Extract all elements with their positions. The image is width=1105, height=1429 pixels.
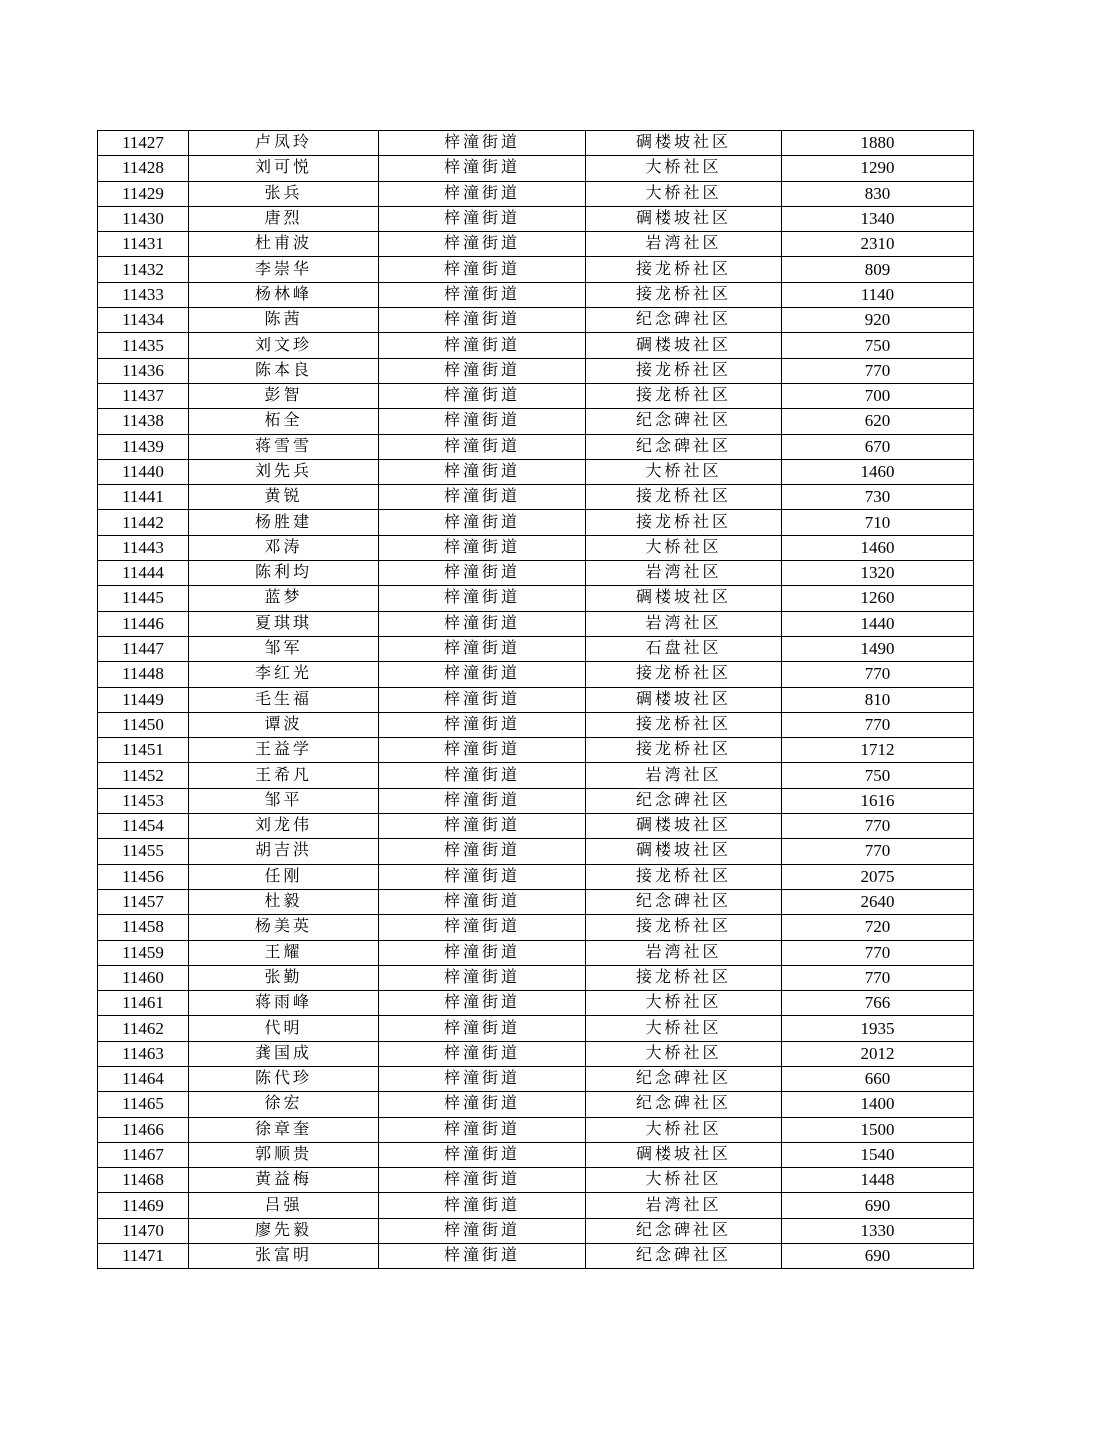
record-id-cell: 11445 [98, 586, 189, 611]
person-name-cell: 胡吉洪 [189, 839, 379, 864]
table-row [98, 1168, 974, 1193]
street-cell: 梓潼街道 [379, 131, 586, 156]
street-cell: 梓潼街道 [379, 1092, 586, 1117]
amount-cell: 770 [782, 662, 974, 687]
community-cell: 大桥社区 [586, 1168, 782, 1193]
table-row [98, 156, 974, 181]
community-cell: 接龙桥社区 [586, 965, 782, 990]
amount-cell: 620 [782, 409, 974, 434]
table-row [98, 1142, 974, 1167]
community-cell: 接龙桥社区 [586, 257, 782, 282]
table-row [98, 1041, 974, 1066]
street-cell: 梓潼街道 [379, 535, 586, 560]
street-cell: 梓潼街道 [379, 814, 586, 839]
community-cell: 碉楼坡社区 [586, 131, 782, 156]
community-cell: 岩湾社区 [586, 561, 782, 586]
record-id-cell: 11444 [98, 561, 189, 586]
record-id-cell: 11434 [98, 308, 189, 333]
amount-cell: 770 [782, 839, 974, 864]
amount-cell: 1880 [782, 131, 974, 156]
record-id-cell: 11429 [98, 181, 189, 206]
street-cell: 梓潼街道 [379, 687, 586, 712]
person-name-cell: 夏琪琪 [189, 611, 379, 636]
person-name-cell: 邓涛 [189, 535, 379, 560]
record-id-cell: 11467 [98, 1142, 189, 1167]
amount-cell: 690 [782, 1244, 974, 1269]
table-row [98, 333, 974, 358]
amount-cell: 750 [782, 763, 974, 788]
community-cell: 纪念碑社区 [586, 308, 782, 333]
record-id-cell: 11466 [98, 1117, 189, 1142]
person-name-cell: 杨胜建 [189, 510, 379, 535]
table-row [98, 1092, 974, 1117]
record-id-cell: 11460 [98, 965, 189, 990]
community-cell: 纪念碑社区 [586, 788, 782, 813]
table-row [98, 535, 974, 560]
community-cell: 纪念碑社区 [586, 409, 782, 434]
table-row [98, 510, 974, 535]
amount-cell: 750 [782, 333, 974, 358]
table-row [98, 915, 974, 940]
amount-cell: 1440 [782, 611, 974, 636]
person-name-cell: 任刚 [189, 864, 379, 889]
community-cell: 大桥社区 [586, 1016, 782, 1041]
record-id-cell: 11454 [98, 814, 189, 839]
table-row [98, 206, 974, 231]
table-row [98, 763, 974, 788]
record-id-cell: 11433 [98, 282, 189, 307]
person-name-cell: 刘可悦 [189, 156, 379, 181]
table-row [98, 257, 974, 282]
table-row [98, 1218, 974, 1243]
community-cell: 接龙桥社区 [586, 864, 782, 889]
table-row [98, 434, 974, 459]
street-cell: 梓潼街道 [379, 662, 586, 687]
record-id-cell: 11457 [98, 889, 189, 914]
records-table [97, 130, 974, 1269]
person-name-cell: 邹军 [189, 636, 379, 661]
table-row [98, 308, 974, 333]
community-cell: 碉楼坡社区 [586, 206, 782, 231]
person-name-cell: 卢凤玲 [189, 131, 379, 156]
street-cell: 梓潼街道 [379, 459, 586, 484]
person-name-cell: 龚国成 [189, 1041, 379, 1066]
person-name-cell: 邹平 [189, 788, 379, 813]
table-row [98, 839, 974, 864]
community-cell: 纪念碑社区 [586, 1218, 782, 1243]
amount-cell: 1290 [782, 156, 974, 181]
record-id-cell: 11430 [98, 206, 189, 231]
amount-cell: 1935 [782, 1016, 974, 1041]
table-row [98, 282, 974, 307]
record-id-cell: 11470 [98, 1218, 189, 1243]
table-row [98, 383, 974, 408]
table-row [98, 459, 974, 484]
street-cell: 梓潼街道 [379, 738, 586, 763]
table-row [98, 940, 974, 965]
community-cell: 碉楼坡社区 [586, 687, 782, 712]
street-cell: 梓潼街道 [379, 839, 586, 864]
amount-cell: 920 [782, 308, 974, 333]
street-cell: 梓潼街道 [379, 586, 586, 611]
community-cell: 碉楼坡社区 [586, 333, 782, 358]
community-cell: 接龙桥社区 [586, 915, 782, 940]
community-cell: 岩湾社区 [586, 763, 782, 788]
community-cell: 接龙桥社区 [586, 282, 782, 307]
amount-cell: 770 [782, 358, 974, 383]
amount-cell: 1460 [782, 535, 974, 560]
community-cell: 大桥社区 [586, 1117, 782, 1142]
street-cell: 梓潼街道 [379, 232, 586, 257]
record-id-cell: 11471 [98, 1244, 189, 1269]
record-id-cell: 11427 [98, 131, 189, 156]
street-cell: 梓潼街道 [379, 991, 586, 1016]
community-cell: 大桥社区 [586, 156, 782, 181]
street-cell: 梓潼街道 [379, 510, 586, 535]
record-id-cell: 11431 [98, 232, 189, 257]
street-cell: 梓潼街道 [379, 611, 586, 636]
amount-cell: 1260 [782, 586, 974, 611]
table-row [98, 586, 974, 611]
records-table-body [98, 131, 974, 1269]
street-cell: 梓潼街道 [379, 1041, 586, 1066]
person-name-cell: 毛生福 [189, 687, 379, 712]
community-cell: 接龙桥社区 [586, 510, 782, 535]
record-id-cell: 11448 [98, 662, 189, 687]
table-row [98, 561, 974, 586]
amount-cell: 1490 [782, 636, 974, 661]
record-id-cell: 11452 [98, 763, 189, 788]
community-cell: 接龙桥社区 [586, 712, 782, 737]
community-cell: 接龙桥社区 [586, 383, 782, 408]
community-cell: 接龙桥社区 [586, 358, 782, 383]
person-name-cell: 杨美英 [189, 915, 379, 940]
record-id-cell: 11428 [98, 156, 189, 181]
street-cell: 梓潼街道 [379, 358, 586, 383]
record-id-cell: 11437 [98, 383, 189, 408]
amount-cell: 670 [782, 434, 974, 459]
community-cell: 纪念碑社区 [586, 889, 782, 914]
amount-cell: 2310 [782, 232, 974, 257]
amount-cell: 720 [782, 915, 974, 940]
record-id-cell: 11450 [98, 712, 189, 737]
record-id-cell: 11447 [98, 636, 189, 661]
community-cell: 纪念碑社区 [586, 1066, 782, 1091]
street-cell: 梓潼街道 [379, 788, 586, 813]
street-cell: 梓潼街道 [379, 282, 586, 307]
community-cell: 岩湾社区 [586, 611, 782, 636]
amount-cell: 1540 [782, 1142, 974, 1167]
street-cell: 梓潼街道 [379, 1244, 586, 1269]
table-row [98, 131, 974, 156]
community-cell: 大桥社区 [586, 991, 782, 1016]
person-name-cell: 吕强 [189, 1193, 379, 1218]
record-id-cell: 11469 [98, 1193, 189, 1218]
record-id-cell: 11458 [98, 915, 189, 940]
record-id-cell: 11442 [98, 510, 189, 535]
person-name-cell: 陈茜 [189, 308, 379, 333]
person-name-cell: 廖先毅 [189, 1218, 379, 1243]
amount-cell: 660 [782, 1066, 974, 1091]
record-id-cell: 11446 [98, 611, 189, 636]
table-row [98, 687, 974, 712]
street-cell: 梓潼街道 [379, 206, 586, 231]
record-id-cell: 11439 [98, 434, 189, 459]
street-cell: 梓潼街道 [379, 965, 586, 990]
table-row [98, 788, 974, 813]
amount-cell: 770 [782, 814, 974, 839]
street-cell: 梓潼街道 [379, 181, 586, 206]
amount-cell: 810 [782, 687, 974, 712]
table-row [98, 358, 974, 383]
table-row [98, 889, 974, 914]
person-name-cell: 彭智 [189, 383, 379, 408]
amount-cell: 1500 [782, 1117, 974, 1142]
record-id-cell: 11461 [98, 991, 189, 1016]
record-id-cell: 11453 [98, 788, 189, 813]
street-cell: 梓潼街道 [379, 409, 586, 434]
person-name-cell: 郭顺贵 [189, 1142, 379, 1167]
street-cell: 梓潼街道 [379, 156, 586, 181]
street-cell: 梓潼街道 [379, 1016, 586, 1041]
record-id-cell: 11432 [98, 257, 189, 282]
amount-cell: 830 [782, 181, 974, 206]
amount-cell: 1712 [782, 738, 974, 763]
community-cell: 碉楼坡社区 [586, 814, 782, 839]
amount-cell: 1460 [782, 459, 974, 484]
person-name-cell: 蒋雪雪 [189, 434, 379, 459]
community-cell: 大桥社区 [586, 1041, 782, 1066]
amount-cell: 1400 [782, 1092, 974, 1117]
record-id-cell: 11438 [98, 409, 189, 434]
person-name-cell: 王耀 [189, 940, 379, 965]
community-cell: 大桥社区 [586, 535, 782, 560]
table-row [98, 991, 974, 1016]
street-cell: 梓潼街道 [379, 1218, 586, 1243]
amount-cell: 1330 [782, 1218, 974, 1243]
record-id-cell: 11443 [98, 535, 189, 560]
street-cell: 梓潼街道 [379, 1117, 586, 1142]
record-id-cell: 11449 [98, 687, 189, 712]
street-cell: 梓潼街道 [379, 383, 586, 408]
amount-cell: 770 [782, 940, 974, 965]
street-cell: 梓潼街道 [379, 485, 586, 510]
person-name-cell: 陈代珍 [189, 1066, 379, 1091]
table-row [98, 1193, 974, 1218]
record-id-cell: 11456 [98, 864, 189, 889]
street-cell: 梓潼街道 [379, 434, 586, 459]
person-name-cell: 李崇华 [189, 257, 379, 282]
amount-cell: 1448 [782, 1168, 974, 1193]
record-id-cell: 11465 [98, 1092, 189, 1117]
person-name-cell: 张兵 [189, 181, 379, 206]
person-name-cell: 刘先兵 [189, 459, 379, 484]
street-cell: 梓潼街道 [379, 1142, 586, 1167]
table-row [98, 712, 974, 737]
person-name-cell: 刘文珍 [189, 333, 379, 358]
community-cell: 碉楼坡社区 [586, 586, 782, 611]
table-row [98, 1244, 974, 1269]
record-id-cell: 11440 [98, 459, 189, 484]
person-name-cell: 谭波 [189, 712, 379, 737]
record-id-cell: 11451 [98, 738, 189, 763]
community-cell: 碉楼坡社区 [586, 839, 782, 864]
table-row [98, 409, 974, 434]
community-cell: 碉楼坡社区 [586, 1142, 782, 1167]
amount-cell: 2012 [782, 1041, 974, 1066]
table-row [98, 181, 974, 206]
table-row [98, 611, 974, 636]
street-cell: 梓潼街道 [379, 915, 586, 940]
record-id-cell: 11441 [98, 485, 189, 510]
table-row [98, 1117, 974, 1142]
amount-cell: 1140 [782, 282, 974, 307]
amount-cell: 1616 [782, 788, 974, 813]
community-cell: 纪念碑社区 [586, 1244, 782, 1269]
street-cell: 梓潼街道 [379, 333, 586, 358]
person-name-cell: 杜甫波 [189, 232, 379, 257]
person-name-cell: 代明 [189, 1016, 379, 1041]
community-cell: 石盘社区 [586, 636, 782, 661]
community-cell: 接龙桥社区 [586, 485, 782, 510]
amount-cell: 809 [782, 257, 974, 282]
table-row [98, 1016, 974, 1041]
person-name-cell: 王益学 [189, 738, 379, 763]
street-cell: 梓潼街道 [379, 636, 586, 661]
person-name-cell: 蒋雨峰 [189, 991, 379, 1016]
record-id-cell: 11459 [98, 940, 189, 965]
street-cell: 梓潼街道 [379, 308, 586, 333]
street-cell: 梓潼街道 [379, 1066, 586, 1091]
table-row [98, 485, 974, 510]
person-name-cell: 蓝梦 [189, 586, 379, 611]
street-cell: 梓潼街道 [379, 889, 586, 914]
person-name-cell: 黄锐 [189, 485, 379, 510]
street-cell: 梓潼街道 [379, 257, 586, 282]
person-name-cell: 徐章奎 [189, 1117, 379, 1142]
person-name-cell: 陈本良 [189, 358, 379, 383]
community-cell: 纪念碑社区 [586, 434, 782, 459]
community-cell: 大桥社区 [586, 181, 782, 206]
street-cell: 梓潼街道 [379, 940, 586, 965]
table-row [98, 232, 974, 257]
amount-cell: 710 [782, 510, 974, 535]
record-id-cell: 11436 [98, 358, 189, 383]
record-id-cell: 11464 [98, 1066, 189, 1091]
person-name-cell: 张勤 [189, 965, 379, 990]
amount-cell: 766 [782, 991, 974, 1016]
community-cell: 岩湾社区 [586, 1193, 782, 1218]
amount-cell: 770 [782, 712, 974, 737]
street-cell: 梓潼街道 [379, 1193, 586, 1218]
person-name-cell: 唐烈 [189, 206, 379, 231]
table-row [98, 814, 974, 839]
street-cell: 梓潼街道 [379, 712, 586, 737]
record-id-cell: 11463 [98, 1041, 189, 1066]
record-id-cell: 11468 [98, 1168, 189, 1193]
person-name-cell: 陈利均 [189, 561, 379, 586]
street-cell: 梓潼街道 [379, 1168, 586, 1193]
table-row [98, 662, 974, 687]
person-name-cell: 王希凡 [189, 763, 379, 788]
amount-cell: 690 [782, 1193, 974, 1218]
community-cell: 接龙桥社区 [586, 738, 782, 763]
table-row [98, 864, 974, 889]
community-cell: 接龙桥社区 [586, 662, 782, 687]
table-row [98, 1066, 974, 1091]
person-name-cell: 柘全 [189, 409, 379, 434]
table-row [98, 636, 974, 661]
community-cell: 岩湾社区 [586, 940, 782, 965]
person-name-cell: 黄益梅 [189, 1168, 379, 1193]
table-row [98, 738, 974, 763]
street-cell: 梓潼街道 [379, 763, 586, 788]
community-cell: 大桥社区 [586, 459, 782, 484]
amount-cell: 2075 [782, 864, 974, 889]
street-cell: 梓潼街道 [379, 864, 586, 889]
table-row [98, 965, 974, 990]
community-cell: 岩湾社区 [586, 232, 782, 257]
amount-cell: 1340 [782, 206, 974, 231]
amount-cell: 730 [782, 485, 974, 510]
person-name-cell: 刘龙伟 [189, 814, 379, 839]
amount-cell: 700 [782, 383, 974, 408]
community-cell: 纪念碑社区 [586, 1092, 782, 1117]
amount-cell: 2640 [782, 889, 974, 914]
street-cell: 梓潼街道 [379, 561, 586, 586]
person-name-cell: 杨林峰 [189, 282, 379, 307]
person-name-cell: 张富明 [189, 1244, 379, 1269]
amount-cell: 770 [782, 965, 974, 990]
person-name-cell: 徐宏 [189, 1092, 379, 1117]
person-name-cell: 杜毅 [189, 889, 379, 914]
person-name-cell: 李红光 [189, 662, 379, 687]
amount-cell: 1320 [782, 561, 974, 586]
record-id-cell: 11455 [98, 839, 189, 864]
record-id-cell: 11435 [98, 333, 189, 358]
record-id-cell: 11462 [98, 1016, 189, 1041]
